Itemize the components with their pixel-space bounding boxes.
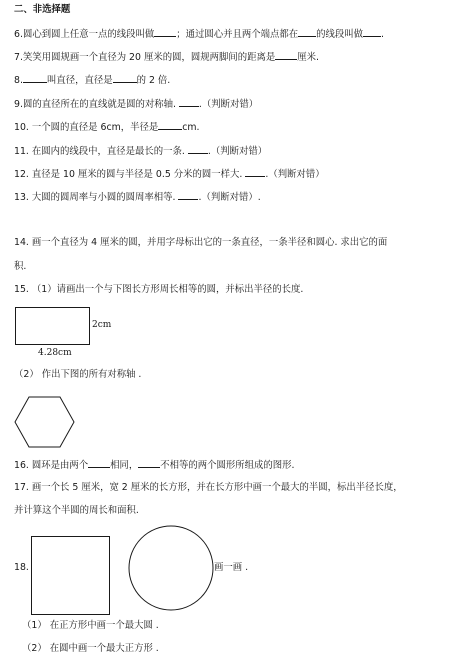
question-7 xyxy=(14,50,319,64)
q14-line-1: 14. 画一个直径为 4 厘米的圆，并用字母标出它的一条直径，一条半径和圆心. 求出它的面 xyxy=(14,237,388,248)
q6-text-b: ；通过圆心并且两个端点都在 xyxy=(176,29,299,40)
q16-text-a: 16. 圆环是由两个 xyxy=(14,460,89,471)
q16-blank-2[interactable] xyxy=(138,458,160,468)
q11-blank[interactable] xyxy=(188,144,208,154)
q12-text-a: 12. 直径是 10 厘米的圆与半径是 0.5 分米的圆一样大. xyxy=(14,169,243,180)
q18-part-2: （2） 在圆中画一个最大正方形 . xyxy=(22,643,159,654)
q12-blank[interactable] xyxy=(245,167,265,177)
q8-blank-2[interactable] xyxy=(113,73,137,83)
q15-rect-height-label: 2cm xyxy=(92,320,112,330)
q16-text-c: 不相等的两个圆形所组成的图形. xyxy=(160,460,295,471)
question-9 xyxy=(14,97,258,111)
q6-text-a: 6.圆心到圆上任意一点的线段叫做 xyxy=(14,29,155,40)
q14-line-2: 积. xyxy=(14,261,27,272)
q18-after-text: 画一画 . xyxy=(214,562,249,573)
q7-text-b: 厘米. xyxy=(297,52,319,63)
q16-blank-1[interactable] xyxy=(88,458,110,468)
q10-blank[interactable] xyxy=(158,120,182,130)
q15-hexagon xyxy=(14,396,76,448)
q9-text-b: .（判断对错） xyxy=(198,99,259,110)
q9-blank[interactable] xyxy=(179,97,199,107)
q6-text-d: . xyxy=(380,29,384,40)
q6-text-c: 的线段叫做 xyxy=(316,29,363,40)
q8-text-b: 叫直径，直径是 xyxy=(46,75,113,86)
q7-blank[interactable] xyxy=(275,50,297,60)
q8-text-a: 8. xyxy=(14,75,23,86)
q10-text-a: 10. 一个圆的直径是 6cm，半径是 xyxy=(14,122,159,133)
q17-line-1: 17. 画一个长 5 厘米，宽 2 厘米的长方形，并在长方形中画一个最大的半圆，标出半径长度， xyxy=(14,482,403,493)
question-11 xyxy=(14,144,267,158)
q11-text-b: .（判断对错） xyxy=(207,146,268,157)
q16-text-b: 相同， xyxy=(110,460,139,471)
q8-blank-1[interactable] xyxy=(23,73,47,83)
q18-circle xyxy=(128,525,214,611)
q12-text-b: .（判断对错） xyxy=(265,169,325,180)
q18-part-1: （1） 在正方形中画一个最大圆 . xyxy=(22,620,159,631)
q18-square xyxy=(31,536,110,615)
question-6 xyxy=(14,27,384,41)
question-10 xyxy=(14,120,200,134)
question-8 xyxy=(14,73,170,87)
q17-line-2: 并计算这个半圆的周长和面积. xyxy=(14,505,139,516)
q18-number: 18. xyxy=(14,562,29,573)
q6-blank-3[interactable] xyxy=(363,27,381,37)
q8-text-c: 的 2 倍. xyxy=(136,75,171,86)
q9-text-a: 9.圆的直径所在的直线就是圆的对称轴. xyxy=(14,99,176,110)
question-16 xyxy=(14,458,295,472)
question-13 xyxy=(14,190,261,204)
q13-text-b: .（判断对错）. xyxy=(198,192,261,203)
question-12 xyxy=(14,167,325,181)
q6-blank-2[interactable] xyxy=(298,27,316,37)
q10-text-b: cm. xyxy=(182,122,200,133)
q6-blank-1[interactable] xyxy=(154,27,176,37)
q11-text-a: 11. 在圆内的线段中，直径是最长的一条. xyxy=(14,146,185,157)
q15-rectangle xyxy=(15,307,90,345)
q15-part-1: 15. （1）请画出一个与下图长方形周长相等的圆，并标出半径的长度. xyxy=(14,284,304,295)
q15-part-2: （2） 作出下图的所有对称轴 . xyxy=(14,369,142,380)
section-title: 二、非选择题 xyxy=(14,4,71,15)
q7-text-a: 7.笑笑用圆规画一个直径为 20 厘米的圆，圆规两脚间的距离是 xyxy=(14,52,276,63)
q13-text-a: 13. 大圆的圆周率与小圆的圆周率相等. xyxy=(14,192,176,203)
q15-rect-width-label: 4.28cm xyxy=(38,348,72,358)
q13-blank[interactable] xyxy=(178,190,198,200)
